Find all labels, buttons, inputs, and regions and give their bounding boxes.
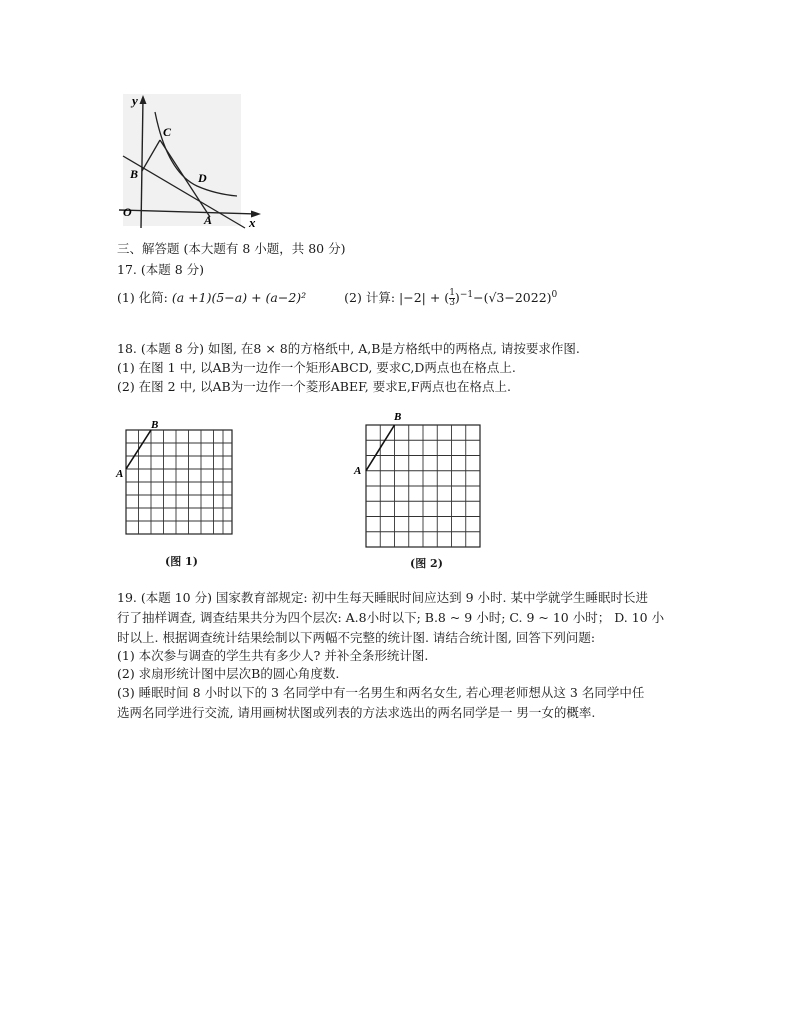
- q19-line2: 行了抽样调查, 调查结果共分为四个层次: A.8小时以下; B.8 ~ 9 小时; C. 9 ~ 10 小时； D. 10 小: [117, 610, 665, 625]
- q17-part2-expr-a: |−2| + (: [399, 290, 450, 306]
- figure-1: [114, 418, 240, 548]
- function-graph-svg: [115, 92, 265, 232]
- grid-2-svg: [352, 407, 492, 549]
- q19-line4: (1) 本次参与调查的学生共有多少人? 并补全条形统计图.: [117, 648, 429, 663]
- q19-line5: (2) 求扇形统计图中层次B的圆心角度数.: [117, 666, 340, 681]
- fig1-caption: (图 1): [165, 555, 198, 568]
- q17-exp2: 0: [551, 290, 558, 300]
- figure-2: [352, 407, 492, 549]
- q17-part1-label: (1) 化简:: [117, 290, 172, 306]
- q17-frac-den: 3: [449, 298, 455, 309]
- q19-line7: 选两名同学进行交流, 请用画树状图或列表的方法求选出的两名同学是一 男一女的概率.: [117, 705, 596, 720]
- q18-title: 18. (本题 8 分) 如图, 在8 × 8的方格纸中, A,B是方格纸中的两格点, 请按要求作图.: [117, 341, 580, 356]
- x-axis-label: x: [249, 215, 256, 230]
- origin-label: O: [123, 205, 132, 219]
- q17-part1-expr: (a +1)(5−a) + (a−2)²: [171, 290, 307, 306]
- q18-part1: (1) 在图 1 中, 以AB为一边作一个矩形ABCD, 要求C,D两点也在格点上.: [117, 360, 516, 375]
- q17-part2-label: (2) 计算:: [344, 290, 400, 306]
- q17-fraction: [449, 289, 455, 308]
- q19-line3: 时以上. 根据调查统计结果绘制以下两幅不完整的统计图. 请结合统计图, 回答下列问题:: [117, 630, 596, 645]
- q17-part2-expr-b: −(√3−2022): [473, 290, 552, 306]
- function-graph: [115, 92, 265, 232]
- point-a-label: A: [204, 213, 213, 227]
- fig2-label-a: A: [354, 465, 362, 477]
- section-heading: 三、解答题 (本大题有 8 小题，共 80 分): [117, 241, 346, 256]
- fig2-caption: (图 2): [410, 557, 443, 570]
- q18-part2: (2) 在图 2 中, 以AB为一边作一个菱形ABEF, 要求E,F两点也在格点上.: [117, 379, 511, 394]
- fig1-label-b: B: [151, 419, 159, 431]
- fig1-label-a: A: [116, 468, 124, 480]
- y-axis-label: y: [132, 93, 138, 108]
- point-c-label: C: [163, 125, 172, 139]
- fig2-label-b: B: [394, 411, 402, 423]
- q17-parts: (1) 化简: (a +1)(5−a) + (a−2)² (2) 计算: |−2| + ( $\frac{1}{3}$ )$^{-1}-(√3-2022)^0$: [117, 288, 558, 309]
- point-b-label: B: [130, 167, 139, 181]
- grid-1-svg: [114, 418, 240, 548]
- point-d-label: D: [198, 171, 207, 185]
- q17-frac-num: 1: [449, 288, 455, 299]
- q19-line6: (3) 睡眠时间 8 小时以下的 3 名同学中有一名男生和两名女生, 若心理老师想从这 3 名同学中任: [117, 685, 645, 700]
- q17-exp: −1: [459, 290, 474, 300]
- q19-line1: 19. (本题 10 分) 国家教育部规定: 初中生每天睡眠时间应达到 9 小时. 某中学就学生睡眠时长进: [117, 590, 648, 605]
- q17-title: 17. (本题 8 分): [117, 262, 205, 277]
